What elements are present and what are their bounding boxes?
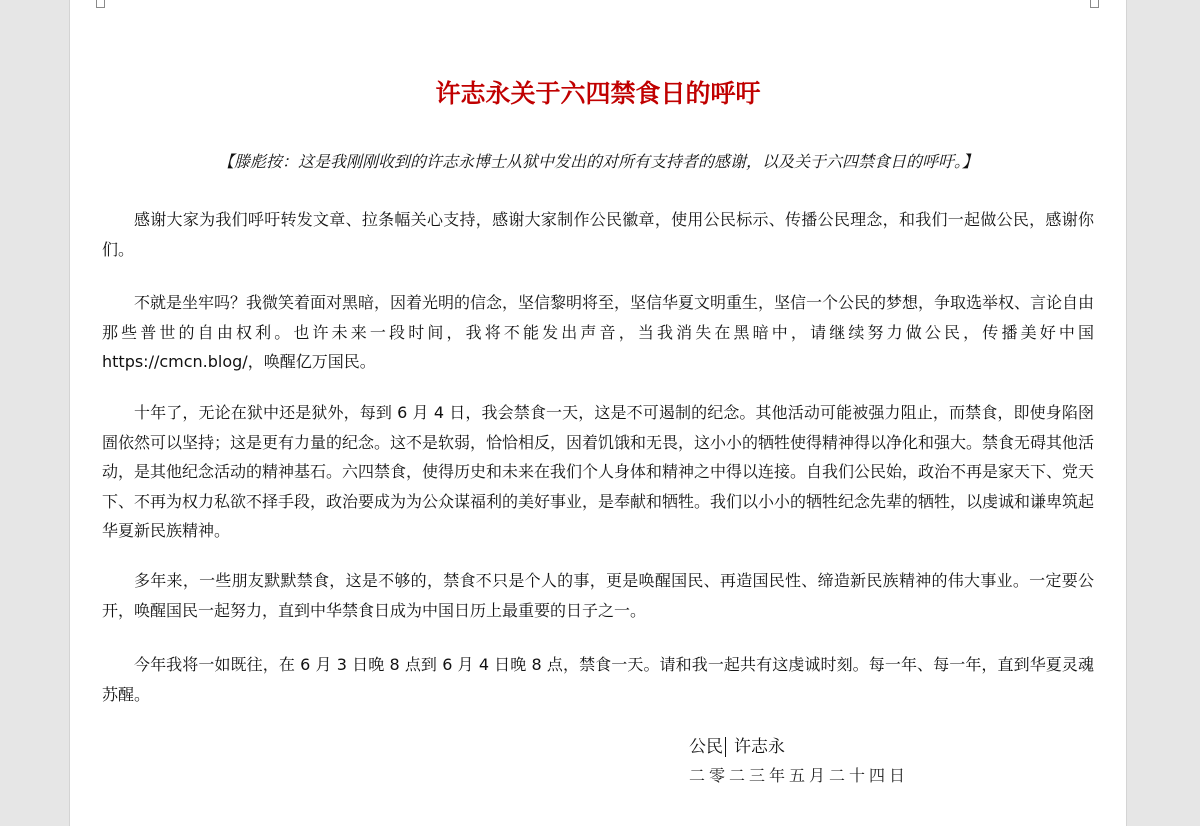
paragraph-2: 不就是坐牢吗？我微笑着面对黑暗，因着光明的信念，坚信黎明将至，坚信华夏文明重生，坚信一个公民的梦想，争取选举权、言论自由那些普世的自由权利。也许未来一段时间，我将不能发出声音，当我消失在黑暗中，请继续努力做公民，传播美好中国 https://cmcn.blog/，唤醒亿万国民。 xyxy=(102,293,1095,371)
editor-note: 【滕彪按：这是我刚刚收到的许志永博士从狱中发出的对所有支持者的感谢，以及关于六四禁食日的呼吁。】 xyxy=(217,152,978,171)
left-indent-marker[interactable] xyxy=(96,0,105,8)
signature-prefix: 公民 xyxy=(689,737,723,757)
signature-name: 许志永 xyxy=(734,737,785,757)
document-title: 许志永关于六四禁食日的呼吁 xyxy=(435,79,761,108)
paragraph-1: 感谢大家为我们呼吁转发文章、拉条幅关心支持，感谢大家制作公民徽章，使用公民标示、传播公民理念，和我们一起做公民，感谢你们。 xyxy=(102,210,1094,259)
signature-line xyxy=(689,733,785,761)
paragraph-5: 今年我将一如既往，在 6 月 3 日晚 8 点到 6 月 4 日晚 8 点，禁食一天。请和我一起共有这虔诚时刻。每一年、每一年，直到华夏灵魂苏醒。 xyxy=(102,655,1094,704)
signature-date: 二零二三年五月二十四日 xyxy=(689,766,910,785)
document-page[interactable] xyxy=(70,0,1126,826)
ruler xyxy=(132,0,1099,6)
right-indent-marker[interactable] xyxy=(1090,0,1099,8)
paragraph-3: 十年了，无论在狱中还是狱外，每到 6 月 4 日，我会禁食一天，这是不可遏制的纪念。其他活动可能被强力阻止，而禁食，即使身陷囹圄依然可以坚持；这是更有力量的纪念。这不是软弱，恰恰相反，因着饥饿和无畏，这小小的牺牲使得精神得以净化和强大。禁食无碍其他活动，是其他纪念活动的精神基石。六四禁食，使得历史和未来在我们个人身体和精神之中得以连接。自我们公民始，政治不再是家天下、党天下、不再为权力私欲不择手段，政治要成为为公众谋福利的美好事业，是奉献和牺牲。我们以小小的牺牲纪念先辈的牺牲，以虔诚和谦卑筑起华夏新民族精神。 xyxy=(102,403,1095,540)
paragraph-4: 多年来，一些朋友默默禁食，这是不够的，禁食不只是个人的事，更是唤醒国民、再造国民性、缔造新民族精神的伟大事业。一定要公开，唤醒国民一起努力，直到中华禁食日成为中国日历上最重要的日子之一。 xyxy=(102,571,1094,620)
text-cursor xyxy=(725,737,726,757)
